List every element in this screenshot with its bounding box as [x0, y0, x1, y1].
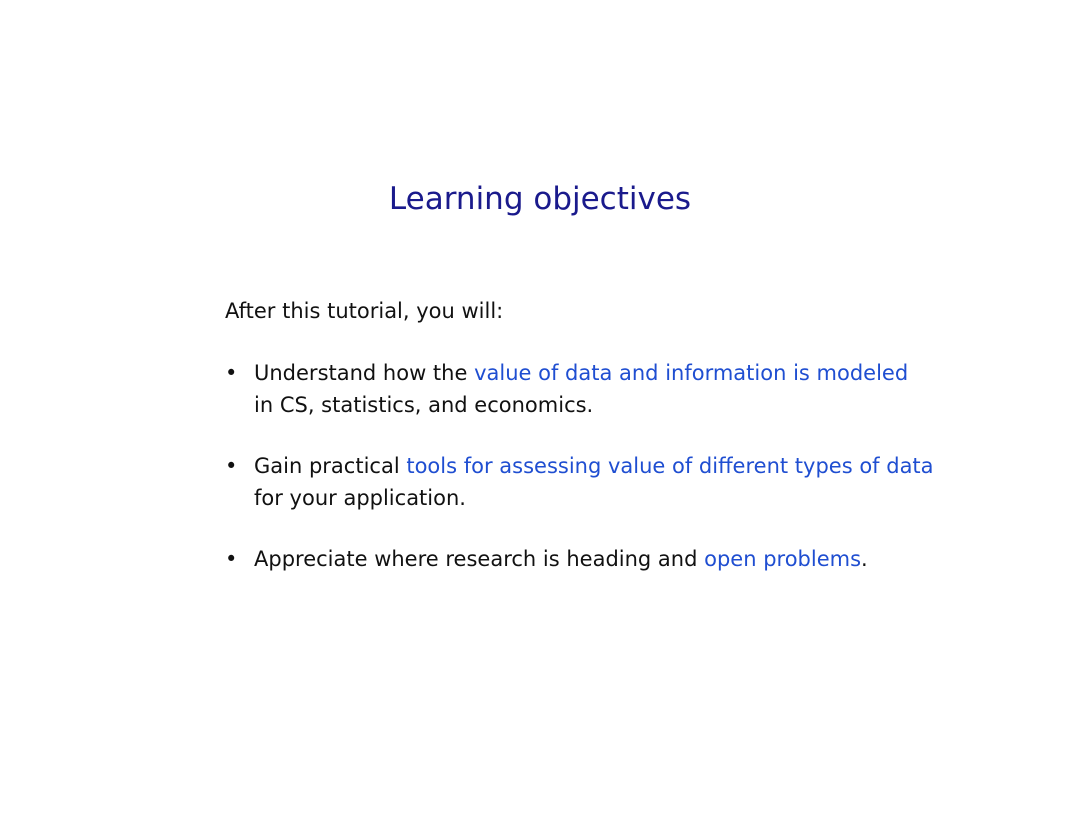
- objective-item-2: [225, 450, 965, 514]
- bullet-icon: •: [225, 454, 238, 478]
- objective-3-pre: Appreciate where research is heading and: [254, 547, 705, 571]
- slide-content: [225, 295, 965, 604]
- objective-1-pre: Understand how the: [254, 361, 475, 385]
- slide-title: Learning objectives: [388, 181, 692, 217]
- objective-2-pre: Gain practical: [254, 454, 407, 478]
- objective-item-1: [225, 357, 965, 421]
- objective-1-highlight: value of data and information is modeled: [474, 361, 909, 385]
- objective-3-highlight: open problems: [704, 547, 862, 571]
- bullet-icon: •: [225, 361, 238, 385]
- objective-1-post: in CS, statistics, and economics.: [254, 393, 594, 417]
- bullet-icon: •: [225, 547, 238, 571]
- objective-2-highlight: tools for assessing value of different types of data: [406, 454, 934, 478]
- objectives-list: [225, 357, 965, 575]
- intro-text: After this tutorial, you will:: [225, 299, 504, 323]
- objective-3-post: .: [861, 547, 868, 571]
- objective-2-post: for your application.: [254, 486, 466, 510]
- objective-item-3: [225, 543, 965, 575]
